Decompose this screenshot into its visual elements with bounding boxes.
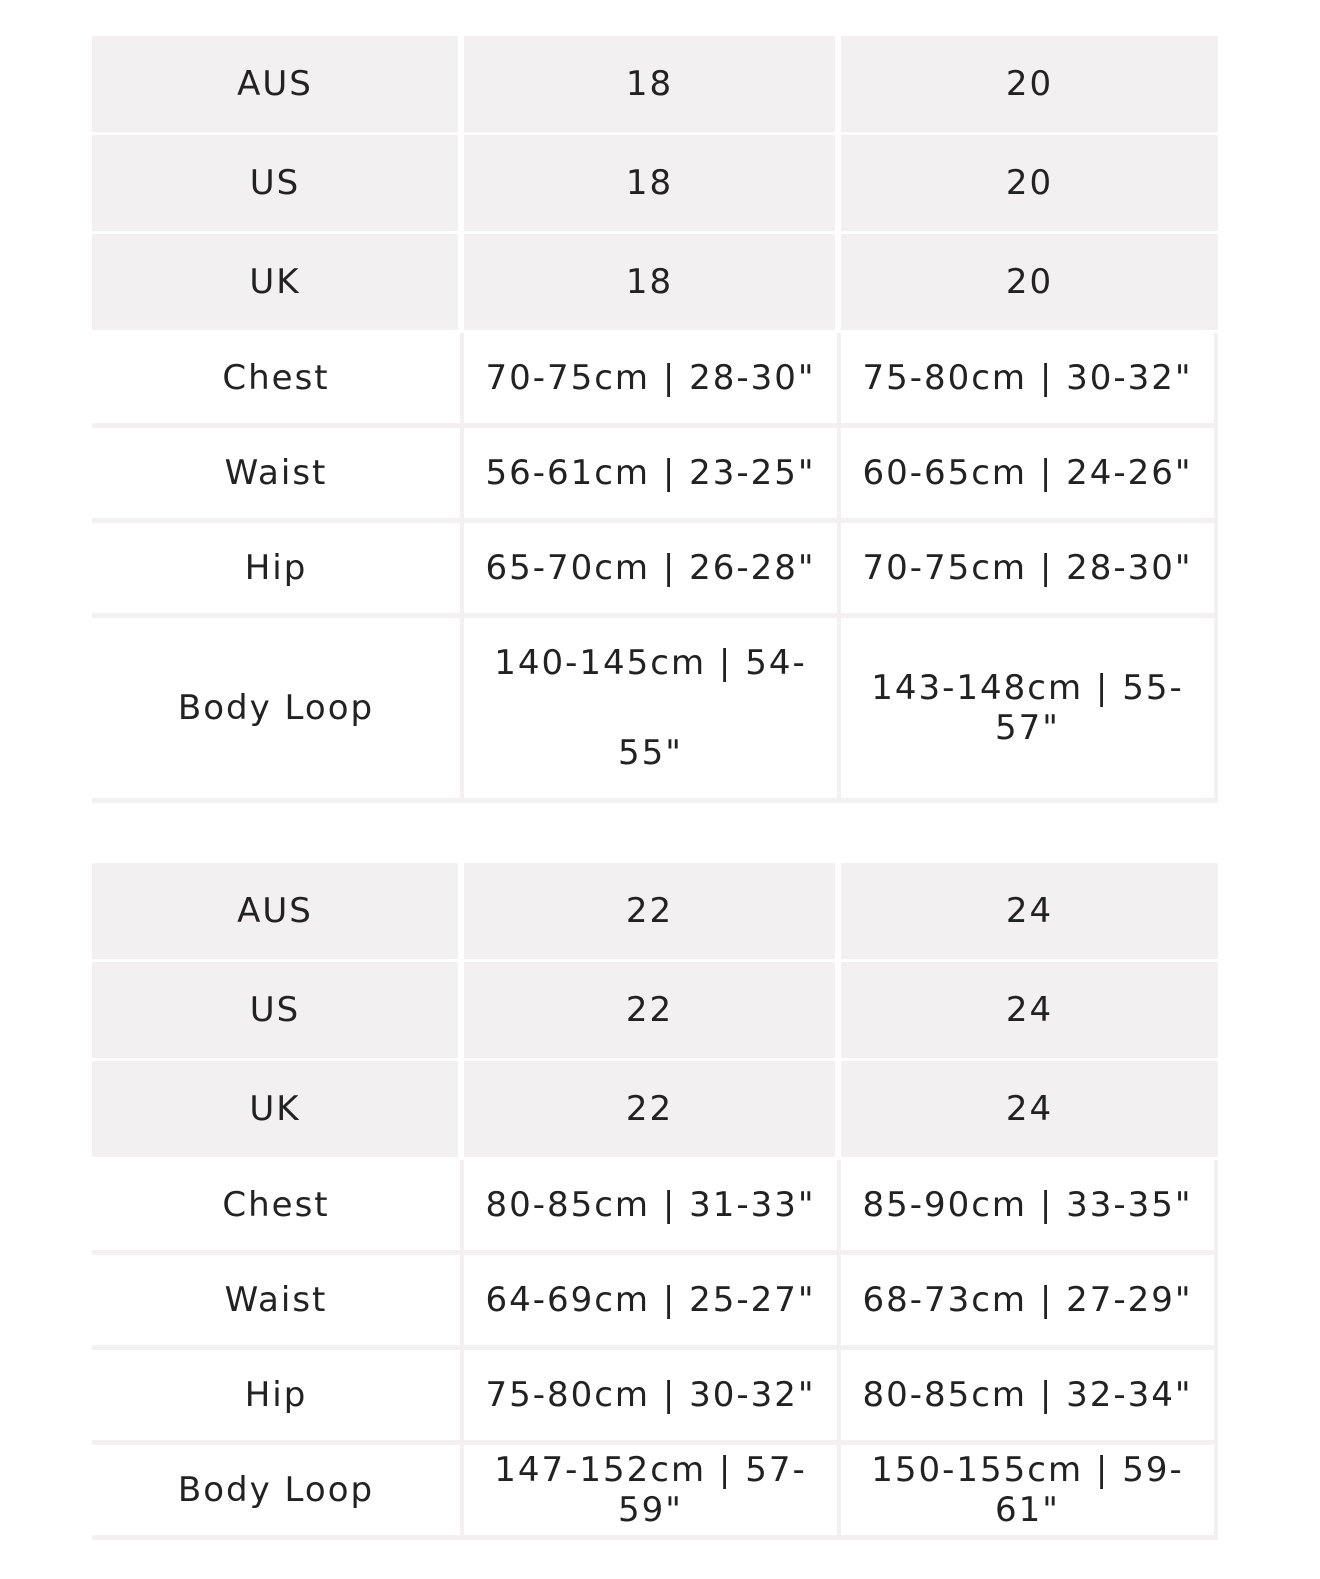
size-row-uk	[92, 1061, 1218, 1160]
measure-value: 85-90cm | 33-35"	[841, 1160, 1218, 1255]
measure-value: 140-145cm | 54-55"	[464, 618, 841, 803]
measure-row-hip	[92, 523, 1218, 618]
row-label: UK	[92, 234, 464, 333]
row-label: Chest	[92, 1160, 464, 1255]
measure-row-chest	[92, 1160, 1218, 1255]
row-label: AUS	[92, 863, 464, 962]
row-label: Body Loop	[92, 1445, 464, 1540]
measure-value: 80-85cm | 31-33"	[464, 1160, 841, 1255]
size-row-aus	[92, 863, 1218, 962]
measure-row-hip	[92, 1350, 1218, 1445]
size-value: 22	[464, 863, 841, 962]
size-chart-table-22-24	[92, 863, 1218, 1540]
size-value: 22	[464, 962, 841, 1061]
size-value: 22	[464, 1061, 841, 1160]
row-label: Waist	[92, 1255, 464, 1350]
row-label: UK	[92, 1061, 464, 1160]
measure-value: 68-73cm | 27-29"	[841, 1255, 1218, 1350]
size-row-us	[92, 962, 1218, 1061]
row-label: Hip	[92, 523, 464, 618]
size-value: 24	[841, 1061, 1218, 1160]
row-label: Hip	[92, 1350, 464, 1445]
measure-row-body-loop	[92, 1445, 1218, 1540]
measure-value: 80-85cm | 32-34"	[841, 1350, 1218, 1445]
size-row-us	[92, 135, 1218, 234]
size-value: 24	[841, 863, 1218, 962]
measure-value: 60-65cm | 24-26"	[841, 428, 1218, 523]
measure-row-waist	[92, 428, 1218, 523]
size-value: 20	[841, 36, 1218, 135]
measure-row-body-loop	[92, 618, 1218, 803]
measure-value: 150-155cm | 59-61"	[841, 1445, 1218, 1540]
row-label: US	[92, 962, 464, 1061]
size-value: 20	[841, 234, 1218, 333]
row-label: US	[92, 135, 464, 234]
row-label: Body Loop	[92, 618, 464, 803]
size-value: 24	[841, 962, 1218, 1061]
measure-value: 70-75cm | 28-30"	[841, 523, 1218, 618]
measure-value: 75-80cm | 30-32"	[464, 1350, 841, 1445]
measure-value: 56-61cm | 23-25"	[464, 428, 841, 523]
measure-row-waist	[92, 1255, 1218, 1350]
size-row-uk	[92, 234, 1218, 333]
measure-value: 65-70cm | 26-28"	[464, 523, 841, 618]
size-value: 18	[464, 234, 841, 333]
measure-value: 70-75cm | 28-30"	[464, 333, 841, 428]
measure-value: 64-69cm | 25-27"	[464, 1255, 841, 1350]
row-label: Waist	[92, 428, 464, 523]
measure-row-chest	[92, 333, 1218, 428]
size-value: 18	[464, 135, 841, 234]
measure-value: 147-152cm | 57-59"	[464, 1445, 841, 1540]
size-value: 18	[464, 36, 841, 135]
size-value: 20	[841, 135, 1218, 234]
measure-value: 143-148cm | 55-57"	[841, 618, 1218, 803]
size-chart-table-18-20	[92, 36, 1218, 803]
measure-value: 75-80cm | 30-32"	[841, 333, 1218, 428]
size-row-aus	[92, 36, 1218, 135]
row-label: Chest	[92, 333, 464, 428]
row-label: AUS	[92, 36, 464, 135]
